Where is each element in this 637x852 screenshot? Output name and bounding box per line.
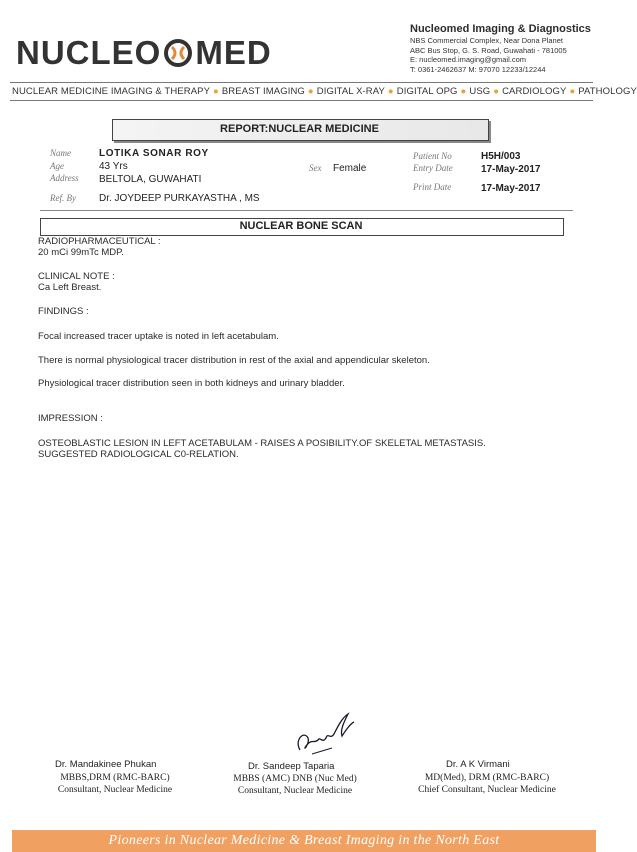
logo-text-right: MED: [195, 34, 272, 71]
header-rule-top: [10, 82, 593, 83]
finding-item: There is normal physiological tracer distribution in rest of the axial and appendicular skeleton.: [38, 355, 430, 366]
services-bar: NUCLEAR MEDICINE IMAGING & THERAPY ● BREAST IMAGING ● DIGITAL X-RAY ● DIGITAL OPG ● USG ● CARDIOLOGY ● PATHOLOGY: [12, 86, 637, 97]
print-date: 17-May-2017: [481, 183, 541, 194]
radiopharm-label: RADIOPHARMACEUTICAL :: [38, 236, 161, 247]
finding-item: Focal increased tracer uptake is noted in left acetabulam.: [38, 331, 279, 342]
patient-no: H5H/003: [481, 151, 521, 162]
signatory-1-role: Consultant, Nuclear Medicine: [57, 785, 173, 795]
service-item: USG: [469, 86, 491, 97]
service-item: BREAST IMAGING: [221, 86, 305, 97]
patient-sex: Female: [333, 163, 367, 174]
age-label: Age: [50, 161, 64, 171]
header-rule-bottom: [10, 100, 593, 101]
signatory-3-qual: MD(Med), DRM (RMC-BARC): [424, 773, 550, 783]
print-date-label: Print Date: [413, 182, 452, 192]
address-label: Address: [50, 173, 79, 183]
service-item: NUCLEAR MEDICINE IMAGING & THERAPY: [12, 86, 211, 97]
clinical-note-value: Ca Left Breast.: [38, 282, 102, 293]
name-label: Name: [50, 148, 71, 158]
service-item: DIGITAL X-RAY: [316, 86, 385, 97]
service-item: DIGITAL OPG: [396, 86, 458, 97]
impression-label: IMPRESSION :: [38, 413, 103, 424]
org-address-2: ABC Bus Stop, G. S. Road, Guwahati - 781005: [410, 45, 567, 55]
patient-no-label: Patient No: [413, 151, 452, 161]
service-item: PATHOLOGY: [578, 86, 637, 97]
ref-by: Dr. JOYDEEP PURKAYASTHA , MS: [99, 193, 260, 204]
logo-emblem-icon: [163, 39, 193, 67]
report-title: REPORT:NUCLEAR MEDICINE: [220, 123, 379, 135]
patient-address: BELTOLA, GUWAHATI: [99, 174, 202, 185]
handwritten-signature: [292, 710, 362, 760]
patient-rule: [40, 210, 573, 211]
signatory-1-qual: MBBS,DRM (RMC-BARC): [60, 773, 170, 783]
signatory-2-role: Consultant, Nuclear Medicine: [237, 786, 353, 796]
footer-band: [12, 830, 596, 852]
logo-text-left: NUCLEO: [16, 34, 162, 71]
clinical-note-label: CLINICAL NOTE :: [38, 271, 115, 282]
org-name: Nucleomed Imaging & Diagnostics: [410, 23, 591, 35]
entry-date: 17-May-2017: [481, 164, 541, 175]
service-item: CARDIOLOGY: [502, 86, 567, 97]
radiopharm-value: 20 mCi 99mTc MDP.: [38, 247, 124, 258]
findings-label: FINDINGS :: [38, 306, 89, 317]
patient-name: LOTIKA SONAR ROY: [99, 148, 209, 159]
scan-title: NUCLEAR BONE SCAN: [239, 220, 363, 232]
org-email: E: nucleomed.imaging@gmail.com: [410, 55, 526, 64]
sex-label: Sex: [309, 163, 322, 173]
footer-tagline: Pioneers in Nuclear Medicine & Breast Imaging in the North East: [108, 833, 500, 848]
org-phone: T: 0361-2462637 M: 97070 12233/12244: [410, 64, 546, 74]
impression-line-1: OSTEOBLASTIC LESION IN LEFT ACETABULAM - RAISES A POSIBILITY.OF SKELETAL METASTASIS.: [38, 438, 486, 449]
signatory-3-role: Chief Consultant, Nuclear Medicine: [418, 785, 556, 795]
finding-item: Physiological tracer distribution seen in both kidneys and urinary bladder.: [38, 378, 345, 389]
signatory-3-name: Dr. A K Virmani: [446, 759, 510, 770]
signatory-1-name: Dr. Mandakinee Phukan: [55, 759, 157, 770]
entry-date-label: Entry Date: [413, 163, 453, 173]
patient-age: 43 Yrs: [99, 161, 128, 172]
impression-line-2: SUGGESTED RADIOLOGICAL C0-RELATION.: [38, 449, 239, 460]
org-address-1: NBS Commercial Complex, Near Dona Planet: [410, 36, 563, 45]
org-info: [410, 23, 600, 74]
logo: [16, 34, 272, 72]
ref-by-label: Ref. By: [50, 193, 76, 203]
signatory-2-name: Dr. Sandeep Taparia: [248, 761, 335, 772]
signatory-2-qual: MBBS (AMC) DNB (Nuc Med): [233, 774, 357, 784]
